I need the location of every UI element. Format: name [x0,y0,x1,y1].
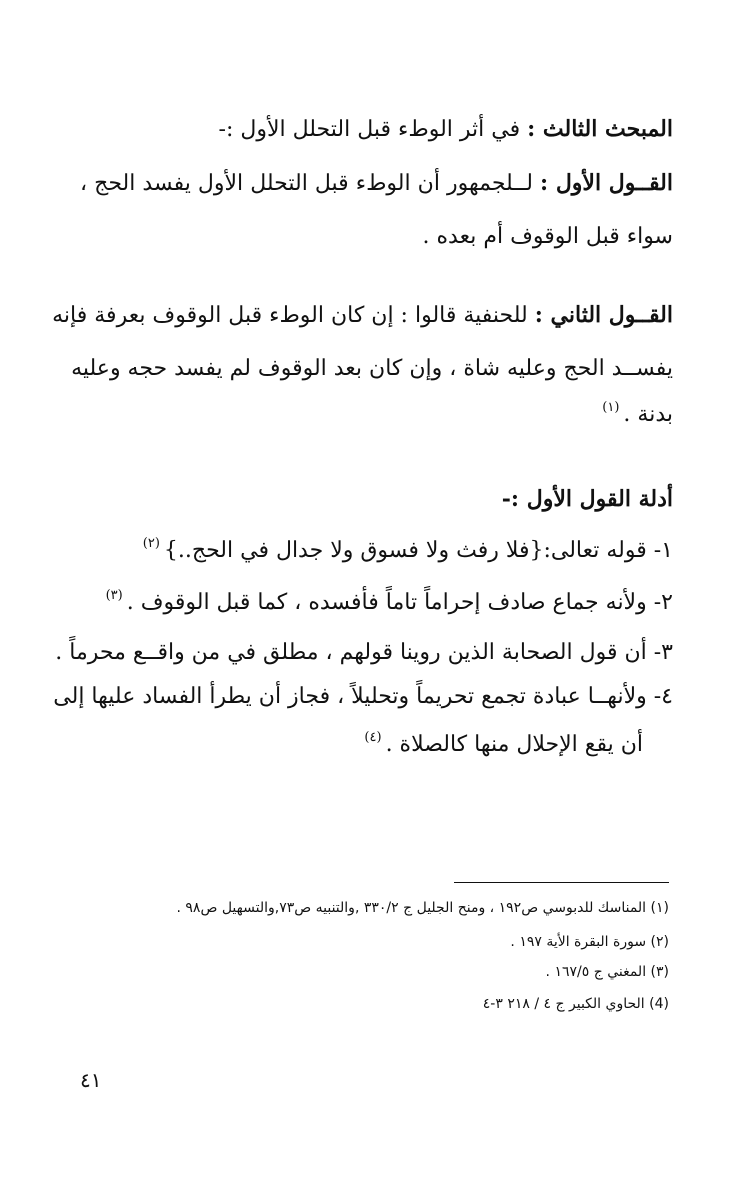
first-opinion-line-2: سواء قبل الوقوف أم بعده . [422,224,673,249]
second-opinion-text-3: بدنة . [623,402,673,427]
first-opinion-text-1: لــلجمهور أن الوطء قبل التحلل الأول يفسد الحج ، [80,171,540,196]
footnote-2: (٢) سورة البقرة الأية ١٩٧ . [510,934,669,950]
second-opinion-label: القــول الثاني : [534,302,673,328]
footnote-ref-3[interactable]: (٣) [105,588,123,603]
evidence-heading: أدلة القول الأول :- [501,486,673,512]
section-heading [80,114,673,145]
footnote-3: (٣) المغني ج ١٦٧/٥ . [545,964,669,980]
second-opinion-line-2: يفســد الحج وعليه شاة ، وإن كان بعد الوقوف لم يفسد حجه وعليه [71,356,673,381]
evidence-item-text: ٤- ولأنهــا عبادة تجمع تحريماً وتحليلاً ، فجاز أن يطرأ الفساد عليها إلى [53,684,673,709]
page-number: ٤١ [80,1068,102,1092]
footnote-1: (١) المناسك للدبوسي ص١٩٢ ، ومنح الجليل ج ٣٣٠/٢ ,والتنبيه ص٧٣,والتسهيل ص٩٨ . [176,900,669,916]
evidence-item-3 [55,638,673,668]
evidence-item-4-continued [80,730,643,763]
evidence-item-text: ٣- أن قول الصحابة الذين روينا قولهم ، مطلق في من واقــع محرماً . [55,640,673,665]
section-heading-label: المبحث الثالث : [527,116,673,142]
footnote-ref-4[interactable]: (٤) [364,730,382,745]
evidence-item-text: ١- قوله تعالى:{فلا رفث ولا فسوق ولا جدال في الحج..} [163,538,673,563]
second-opinion-line-3 [80,400,673,433]
first-opinion-label: القــول الأول : [539,170,673,196]
first-opinion-line-1 [80,168,673,199]
footnote-ref-1[interactable]: (١) [602,400,620,415]
footnote-ref-2[interactable]: (٢) [142,536,160,551]
second-opinion-text-1: للحنفية قالوا : إن كان الوطء قبل الوقوف بعرفة فإنه [52,303,535,328]
evidence-item-text: ٢- ولأنه جماع صادف إحراماً تاماً فأفسده ، كما قبل الوقوف . [126,590,673,615]
section-heading-text: في أثر الوطء قبل التحلل الأول :- [218,117,528,142]
second-opinion-line-1 [52,300,673,331]
footnote-4: (4) الحاوي الكبير ج ٤ / ٢١٨ ٣-٤ [482,996,669,1012]
evidence-item-text: أن يقع الإحلال منها كالصلاة . [385,732,643,757]
evidence-item-1 [80,536,673,569]
evidence-item-2 [80,588,673,621]
evidence-item-4 [53,682,673,712]
footnote-divider [454,882,669,883]
